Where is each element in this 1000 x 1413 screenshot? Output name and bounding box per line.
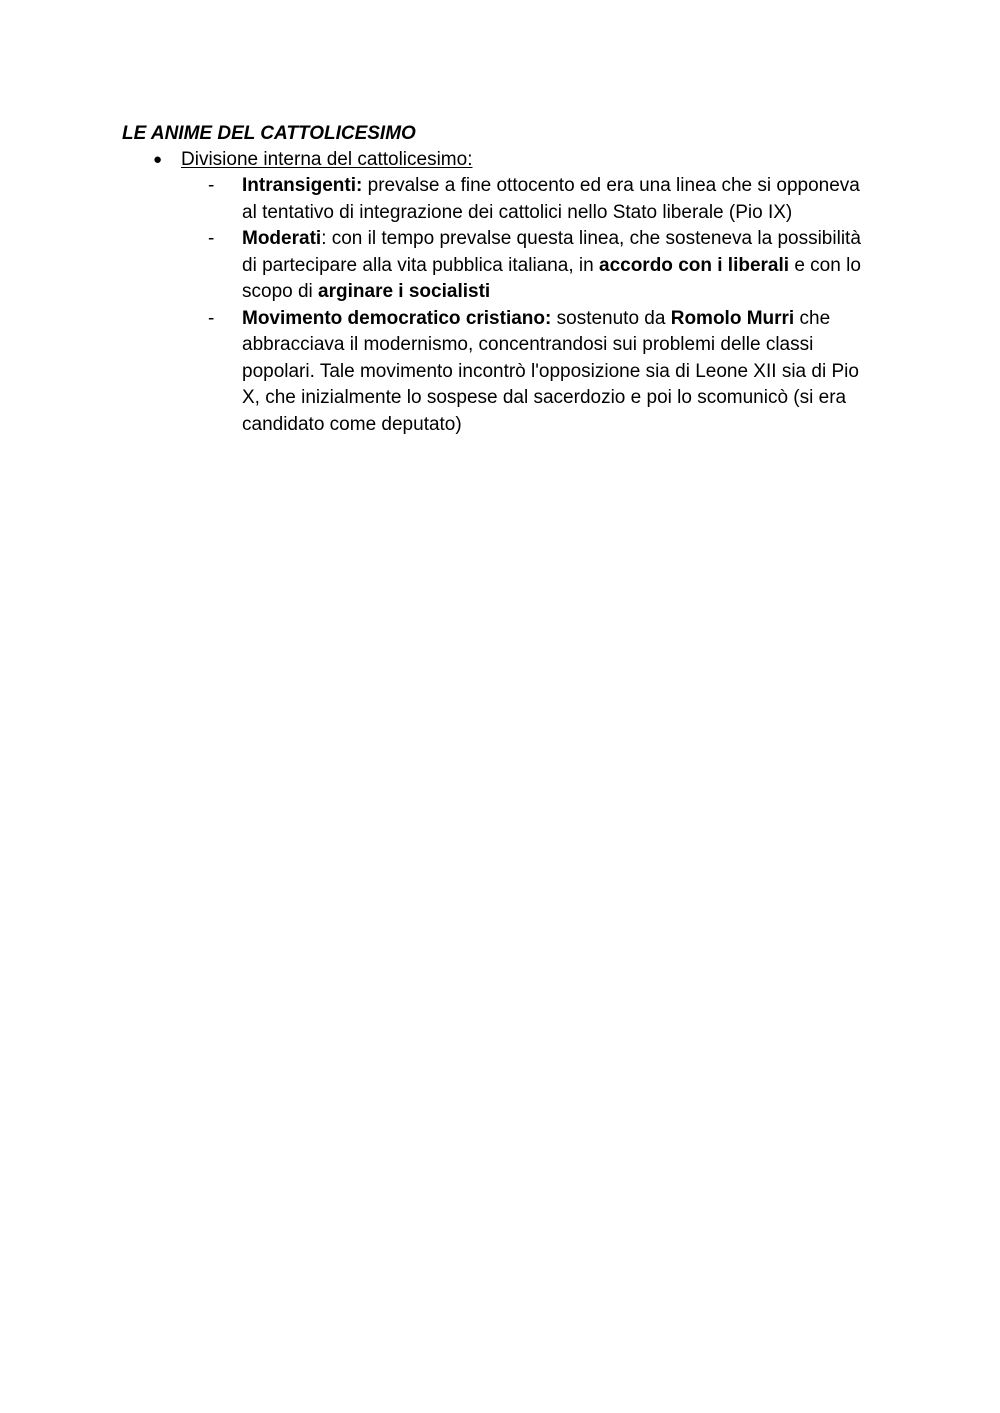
dash-marker: - xyxy=(208,228,215,249)
section-title: LE ANIME DEL CATTOLICESIMO xyxy=(122,123,416,144)
term-bold: Movimento democratico cristiano: xyxy=(242,307,552,329)
sub-item-text xyxy=(242,226,878,306)
emphasis-bold: Romolo Murri xyxy=(670,307,795,329)
sub-item-movimento-democratico xyxy=(208,306,888,439)
term-bold: Moderati xyxy=(242,228,322,249)
dash-marker: - xyxy=(208,307,215,329)
sub-item-intransigenti xyxy=(208,173,888,226)
term-bold: Intransigenti: xyxy=(242,175,363,196)
description-text: : con il tempo prevalse questa linea, che sosteneva la possibilità di partecipare alla vita pubblica italiana, in xyxy=(242,228,861,276)
sub-item-text xyxy=(242,306,878,439)
description-text: sostenuto da xyxy=(551,307,671,329)
bullet-item-text: Divisione interna del cattolicesimo: xyxy=(181,149,473,170)
sub-list xyxy=(208,173,888,438)
sub-item-text xyxy=(242,173,878,226)
bullet-dot-icon: ● xyxy=(153,151,163,168)
description-text: che abbracciava il modernismo, concentrandosi sui problemi delle classi popolari. Tale movimento incontrò l'opposizione sia di Leone XII sia di Pio X, che inizialmente lo sospese dal sacerdozio e poi lo scomunicò (si era candidato come deputato) xyxy=(242,307,859,435)
description-text: prevalse a fine ottocento ed era una linea che si opponeva al tentativo di integrazione dei cattolici nello Stato liberale (Pio IX) xyxy=(242,175,860,223)
dash-marker: - xyxy=(208,175,215,196)
sub-item-moderati xyxy=(208,226,888,306)
emphasis-bold: arginare i socialisti xyxy=(318,281,491,302)
description-text: e con lo scopo di xyxy=(242,254,861,302)
emphasis-bold: accordo con i liberali xyxy=(599,254,790,276)
